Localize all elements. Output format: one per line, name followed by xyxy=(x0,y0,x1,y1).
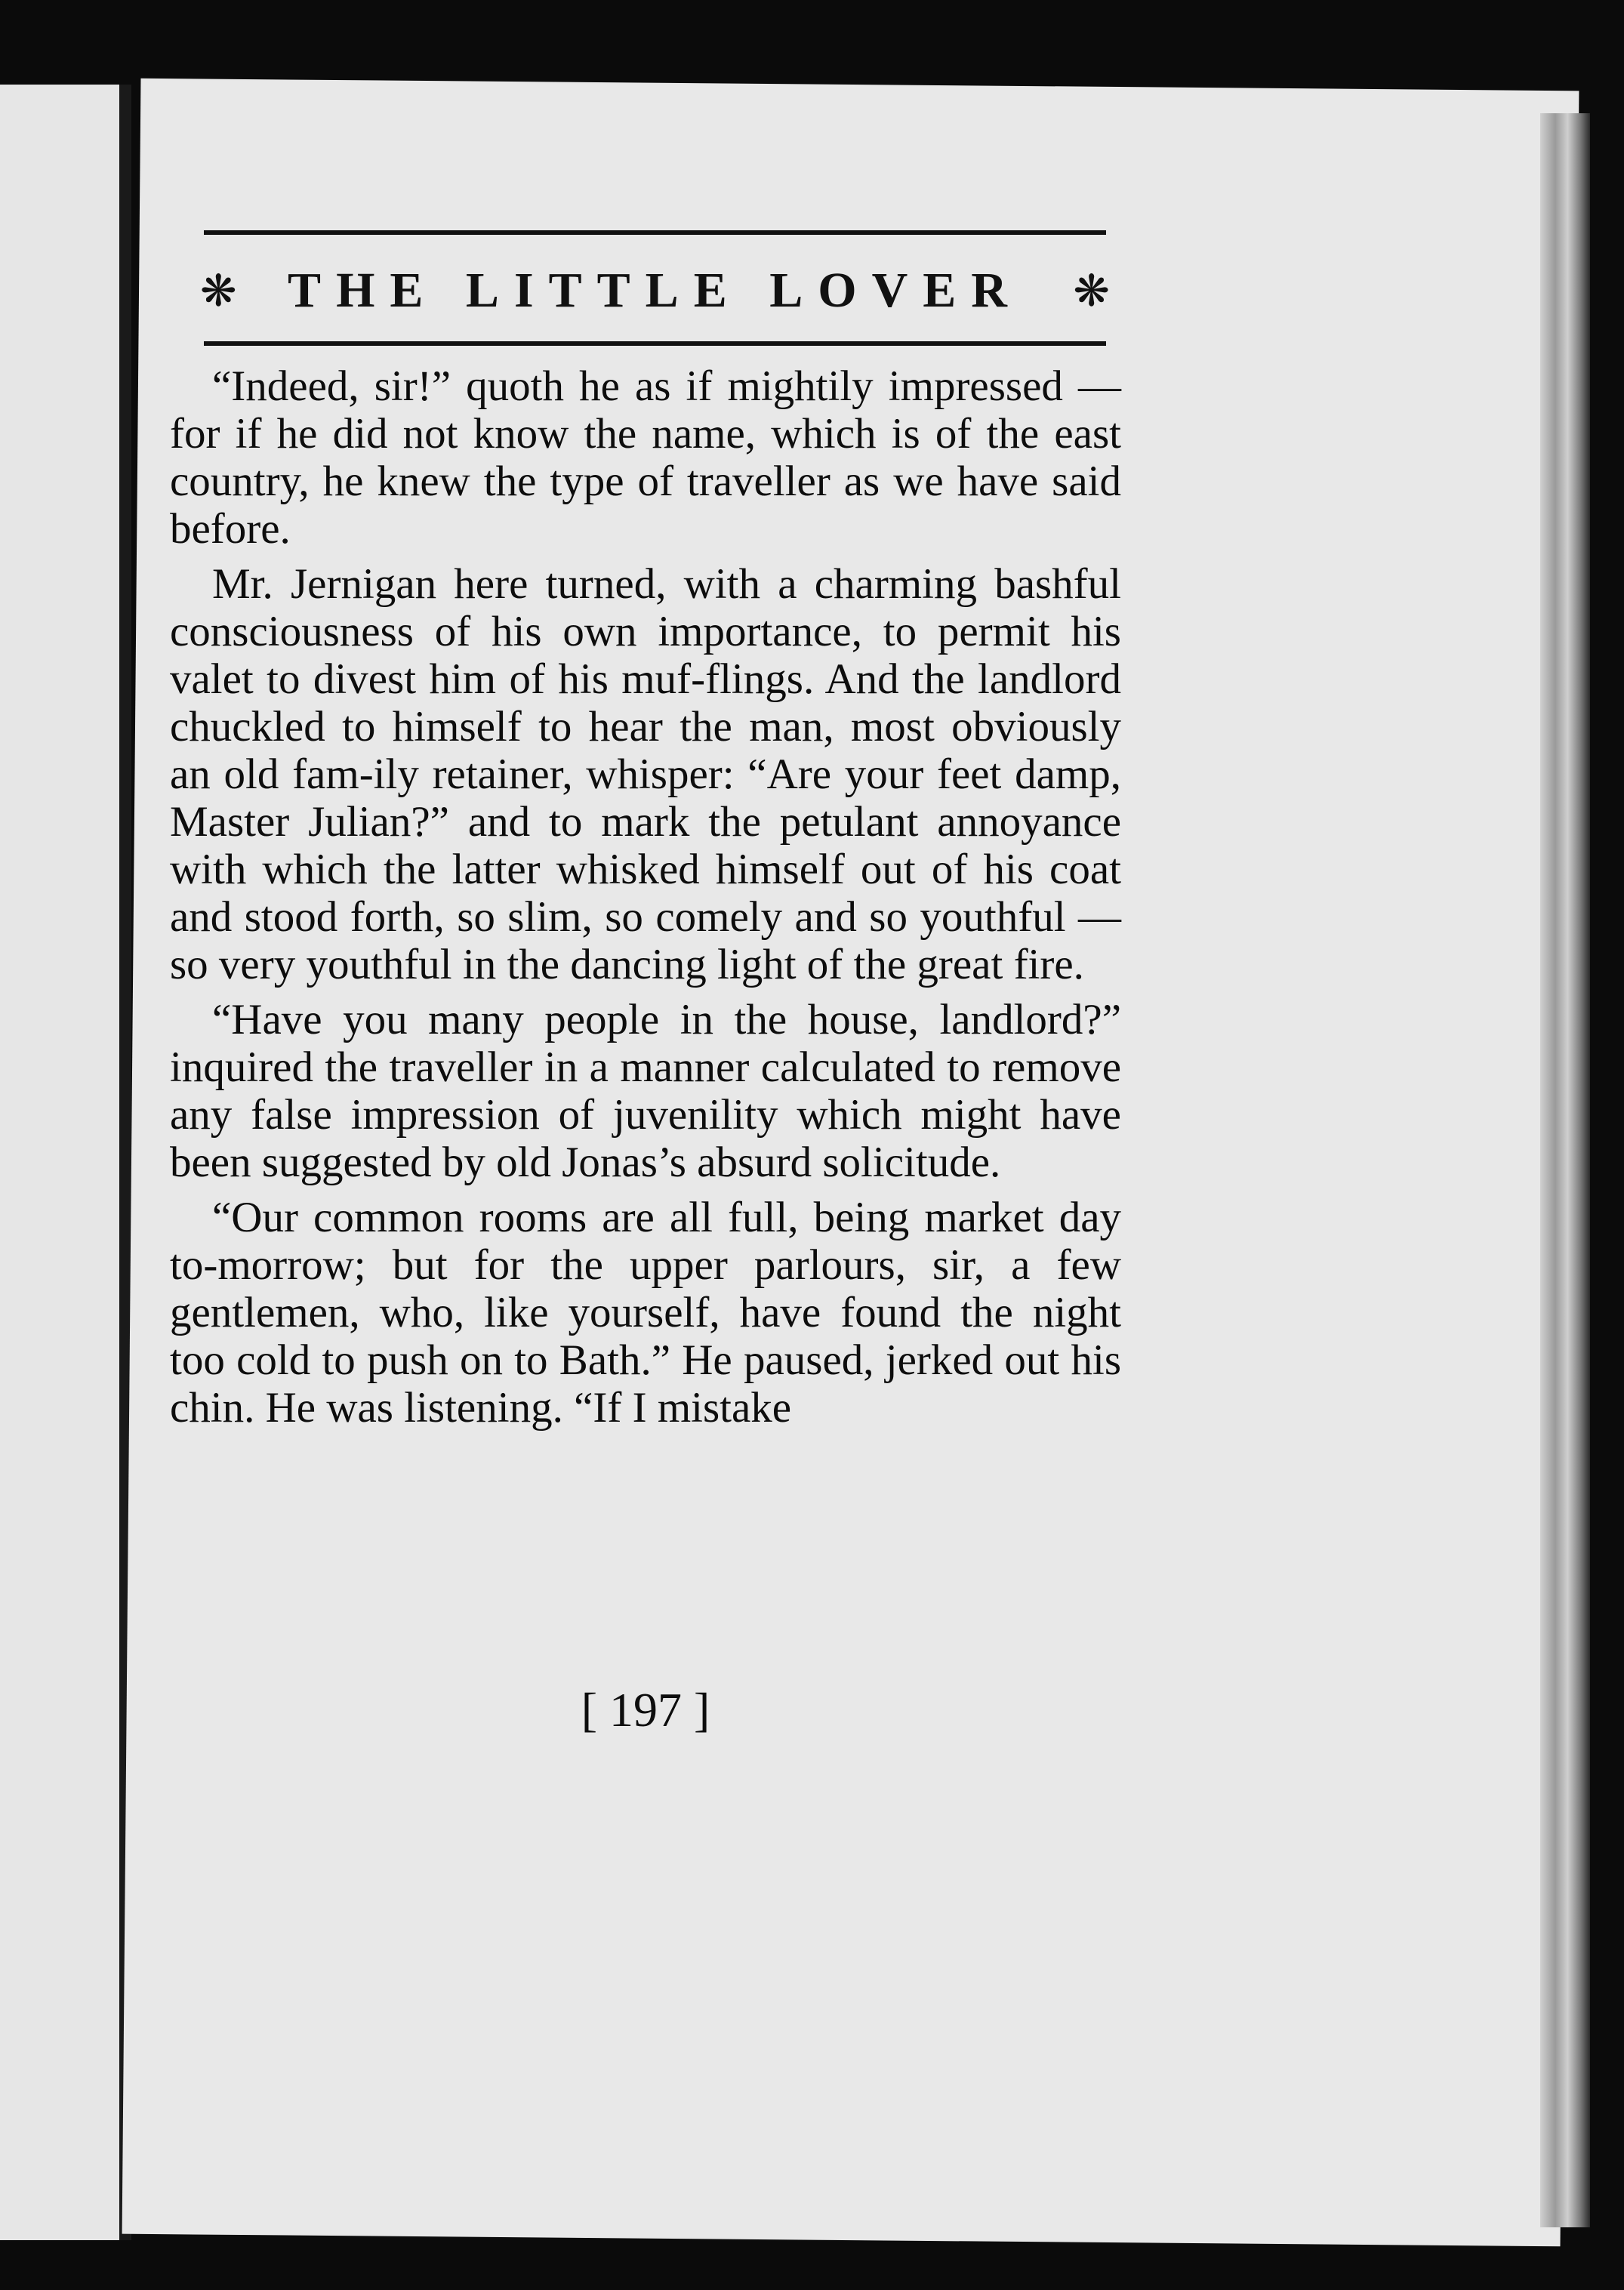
page-title: THE LITTLE LOVER xyxy=(288,263,1022,318)
paragraph: “Indeed, sir!” quoth he as if mightily impressed — for if he did not know the name, which is of the east country, he knew the type of traveller as we have said before. xyxy=(170,362,1121,553)
running-header xyxy=(200,249,1110,332)
page-number: [ 197 ] xyxy=(581,1683,710,1737)
ornament-left-icon: ❋ xyxy=(200,265,237,316)
body-text xyxy=(170,362,1121,1439)
ornament-right-icon: ❋ xyxy=(1073,265,1110,316)
header-rule-top xyxy=(204,230,1106,235)
paragraph: “Our common rooms are all full, being market day to-morrow; but for the upper parlours, sir, a few gentlemen, who, like yourself, have found the night too cold to push on to Bath.” He paused, jerked out his chin. He was listening. “If I mistake xyxy=(170,1194,1121,1432)
page-edge xyxy=(1540,113,1590,2227)
header-rule-bottom xyxy=(204,341,1106,346)
paragraph: “Have you many people in the house, landlord?” inquired the traveller in a manner calculated to remove any false impression of juvenility which might have been suggested by old Jonas’s absurd solicitude. xyxy=(170,996,1121,1186)
paragraph: Mr. Jernigan here turned, with a charming bashful consciousness of his own importance, to permit his valet to divest him of his muf-flings. And the landlord chuckled to himself to hear the man, most obviously an old fam-ily retainer, whisper: “Are your feet damp, Master Julian?” and to mark the petulant annoyance with which the latter whisked himself out of his coat and stood forth, so slim, so comely and so youthful — so very youthful in the dancing light of the great fire. xyxy=(170,560,1121,988)
facing-page xyxy=(0,85,121,2240)
